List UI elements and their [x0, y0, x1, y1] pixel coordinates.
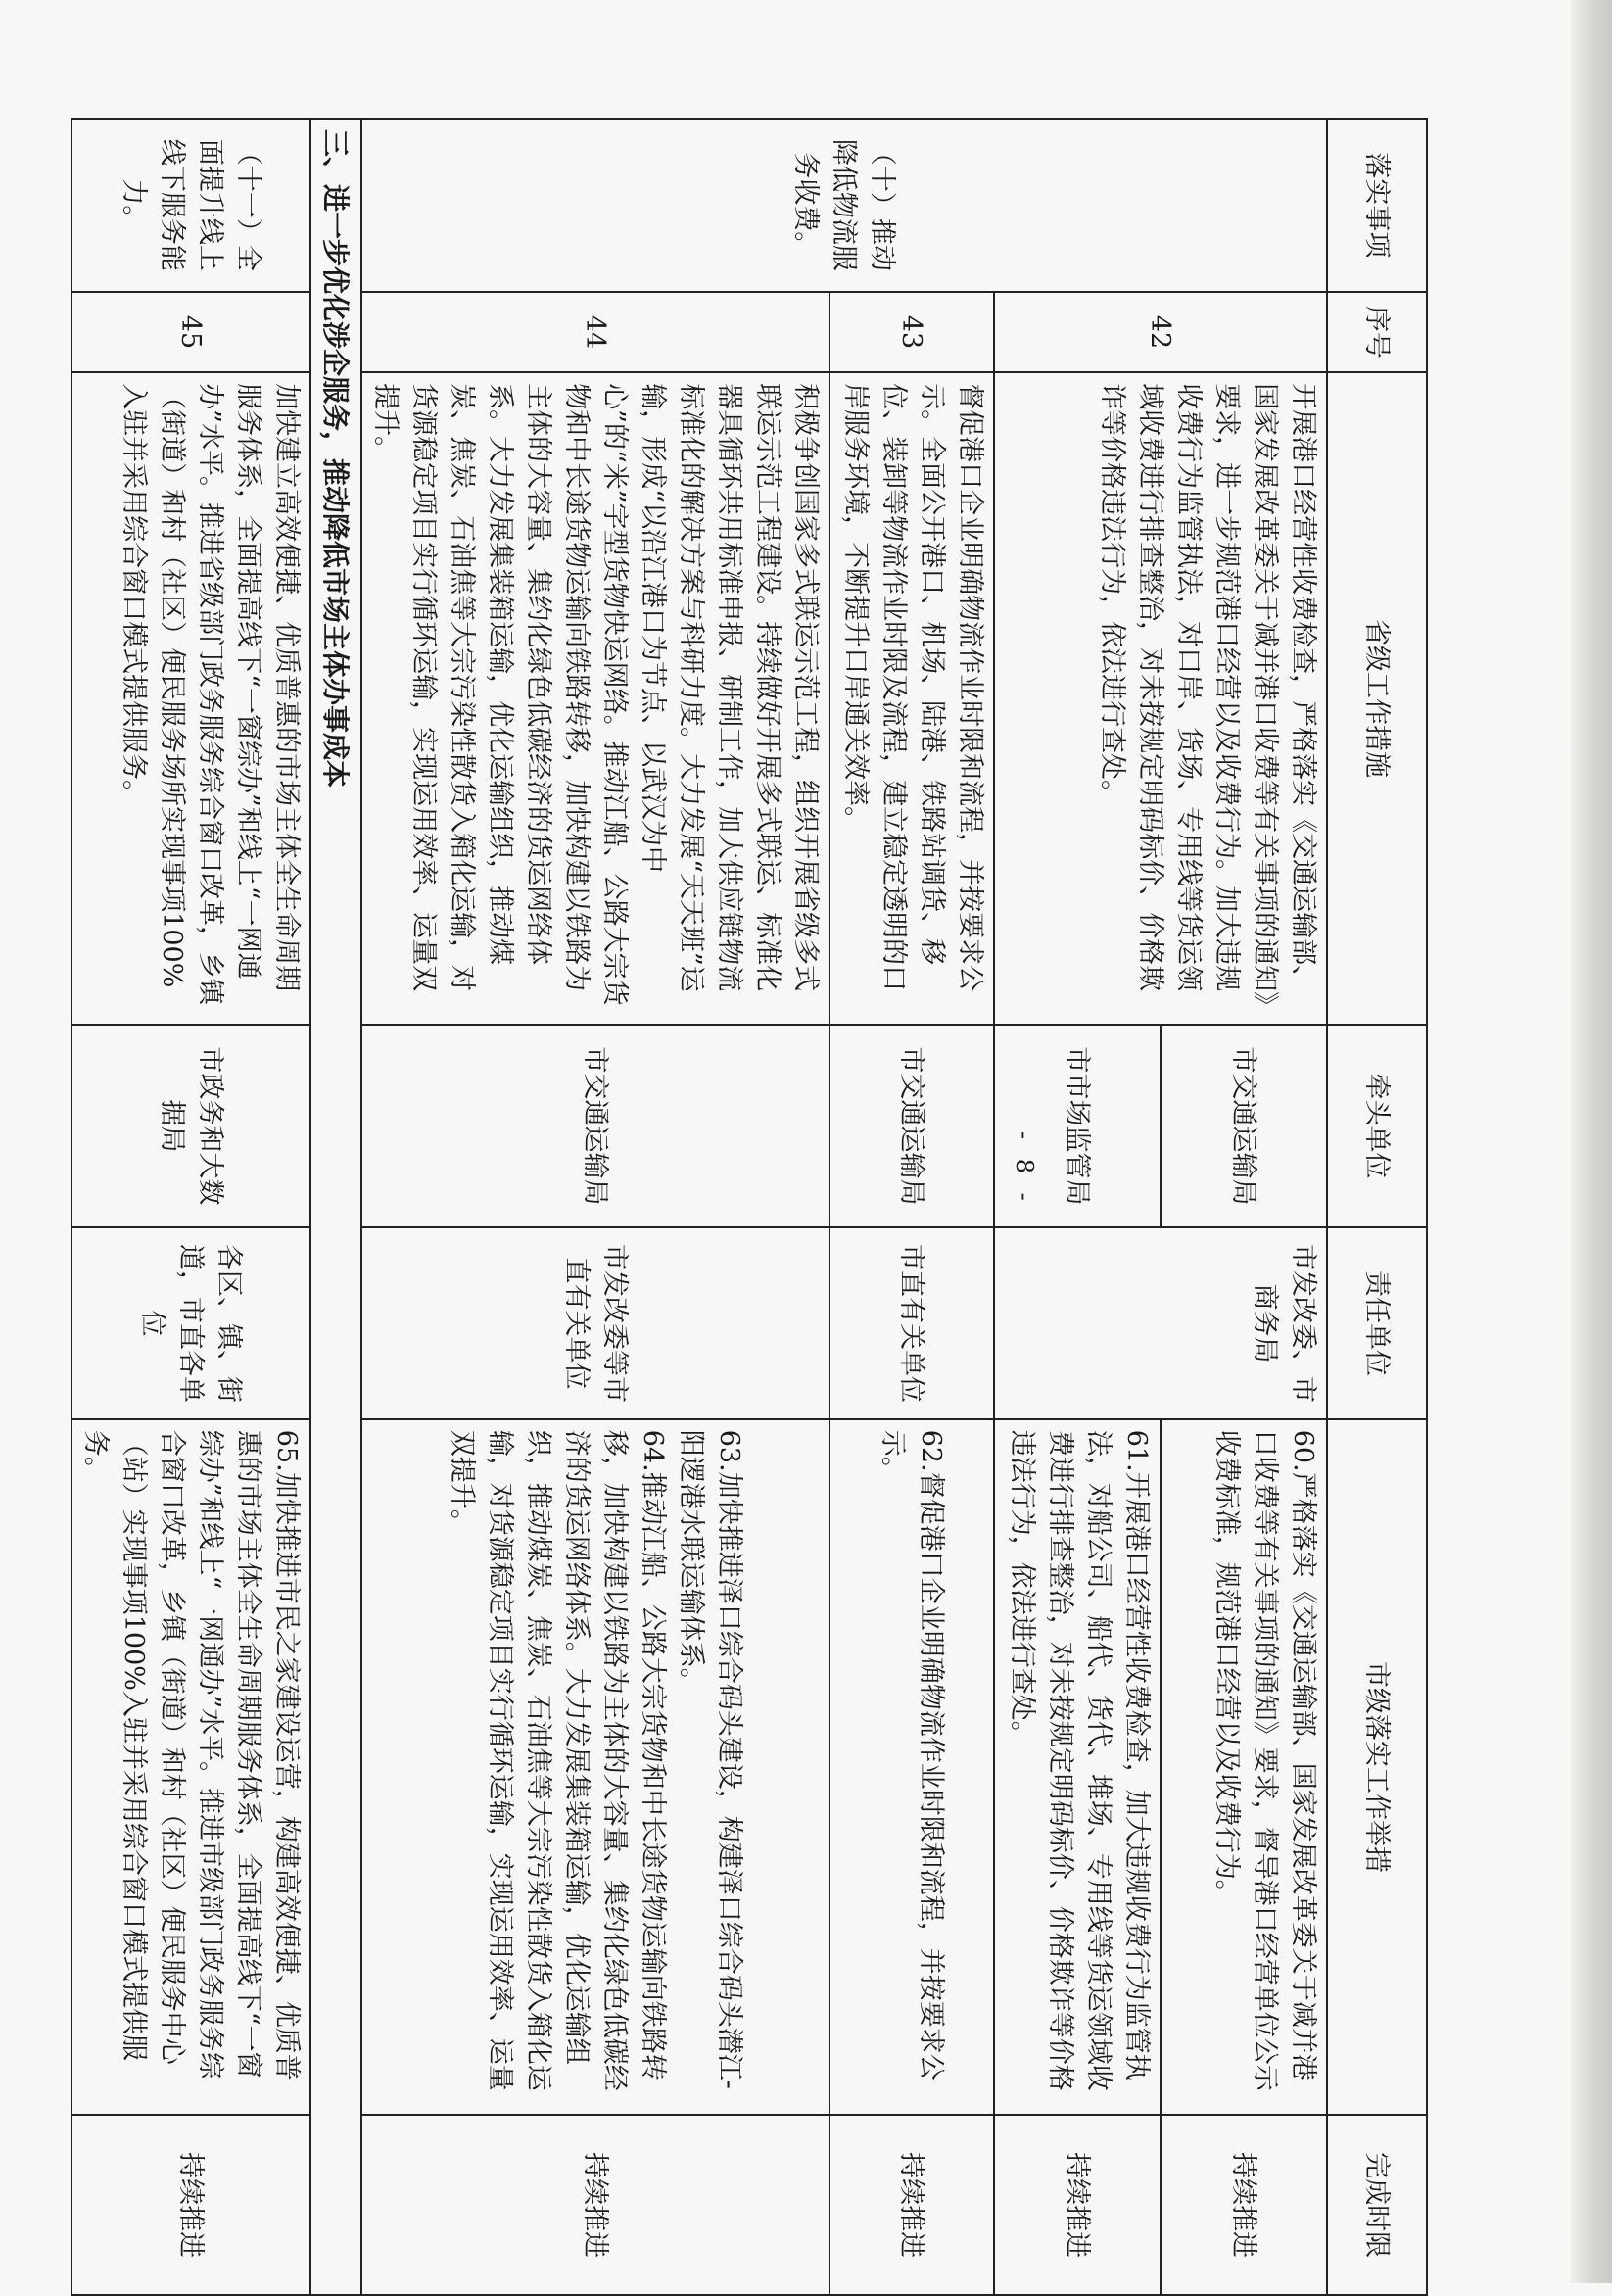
header-item: 落实事项	[1327, 119, 1427, 292]
row-43-resp: 市直有关单位	[830, 1227, 994, 1419]
header-lead: 牵头单位	[1327, 1025, 1427, 1227]
row-45-resp: 各区、镇、街道，市直各单位	[71, 1227, 310, 1419]
group-11-label: （十一）全面提升线上线下服务能力。	[71, 119, 310, 292]
header-provincial: 省级工作措施	[1327, 372, 1427, 1025]
row-42-city-a: 60.严格落实《交通运输部、国家发展改革委关于减并港口收费等有关事项的通知》要求，督导港口经营单位公示收费标准，规范港口经营以及收费行为。	[1161, 1419, 1327, 2115]
page-number: - 8 -	[1011, 1131, 1038, 1207]
row-45-deadline: 持续推进	[71, 2115, 310, 2295]
row-45-provincial: 加快建立高效便捷、优质普惠的市场主体全生命周期服务体系，全面提高线下“一窗综办”和线上“一网通办”水平。推进省级部门政务服务综合窗口改革，乡镇（街道）和村（社区）便民服务场所实现事项100%入驻并采用综合窗口模式提供服务。	[71, 372, 310, 1025]
row-44-resp: 市发改委等市直有关单位	[361, 1227, 830, 1419]
measures-table-rotated	[80, 118, 1428, 2296]
row-42-lead-a: 市交通运输局	[1161, 1025, 1327, 1227]
table-row-44	[361, 119, 830, 2295]
group-10-label: （十）推动降低物流服务收费。	[361, 119, 1327, 292]
section-row	[310, 119, 361, 2295]
section-heading: 三、进一步优化涉企服务，推动降低市场主体办事成本	[310, 119, 361, 2295]
header-city: 市级落实工作举措	[1327, 1419, 1427, 2115]
row-42-lead-b: 市市场监管局	[994, 1025, 1161, 1227]
scan-binding-edge	[1571, 0, 1612, 2283]
row-43-provincial: 督促港口企业明确物流作业时限和流程，并按要求公示。全面公开港口、机场、陆港、铁路站调货、移位、装卸等物流作业时限及流程，建立稳定透明的口岸服务环境，不断提升口岸通关效率。	[830, 372, 994, 1025]
row-44-city: 63.加快推进泽口综合码头建设，构建泽口综合码头潜江-阳逻港水联运输体系。 64.推动江船、公路大宗货物和中长途货物运输向铁路转移，加快构建以铁路为主体的大容量、集约化绿色低碳经济的货运网络体系。大力发展集装箱运输，优化运输组织，推动煤炭、焦炭、石油焦等大宗污染性散货入箱化运输，对货源稳定项目实行循环运输，实现运用效率、运量双提升。	[361, 1419, 830, 2115]
row-42-provincial: 开展港口经营性收费检查，严格落实《交通运输部、国家发展改革委关于减并港口收费等有关事项的通知》要求，进一步规范港口经营以及收费行为。加大违规收费行为监管执法，对口岸、货场、专用线等货运领域收费进行排查整治，对未按规定明码标价、价格欺诈等价格违法行为，依法进行查处。	[994, 372, 1327, 1025]
table-row-45	[71, 119, 310, 2295]
row-45-lead: 市政务和大数据局	[71, 1025, 310, 1227]
row-44-deadline: 持续推进	[361, 2115, 830, 2295]
row-43-deadline: 持续推进	[830, 2115, 994, 2295]
row-43-lead: 市交通运输局	[830, 1025, 994, 1227]
header-deadline: 完成时限	[1327, 2115, 1427, 2295]
row-45-no: 45	[71, 292, 310, 372]
measures-table	[71, 118, 1428, 2296]
header-row	[1327, 119, 1427, 2295]
table-row-42a	[1161, 119, 1327, 2295]
row-43-no: 43	[830, 292, 994, 372]
header-resp: 责任单位	[1327, 1227, 1427, 1419]
header-no: 序号	[1327, 292, 1427, 372]
row-42-deadline-b: 持续推进	[994, 2115, 1161, 2295]
row-42-resp: 市发改委、市商务局	[994, 1227, 1327, 1419]
row-43-city: 62.督促港口企业明确物流作业时限和流程，并按要求公示。	[830, 1419, 994, 2115]
table-row-43	[830, 119, 994, 2295]
row-42-deadline-a: 持续推进	[1161, 2115, 1327, 2295]
row-44-no: 44	[361, 292, 830, 372]
row-44-provincial: 积极争创国家多式联运示范工程，组织开展省级多式联运示范工程建设。持续做好开展多式联运、标准化器具循环共用标准申报、研制工作，加大供应链物流标准化的解决方案与科研力度。大力发展“天天班”运输，形成“以沿江港口为节点、以武汉为中心”的“米”字型货物快运网络。推动江船、公路大宗货物和中长途货物运输向铁路转移，加快构建以铁路为主体的大容量、集约化绿色低碳经济的货运网络体系。大力发展集装箱运输，优化运输组织，推动煤炭、焦炭、石油焦等大宗污染性散货入箱化运输，对货源稳定项目实行循环运输，实现运用效率、运量双提升。	[361, 372, 830, 1025]
row-42-city-b: 61.开展港口经营性收费检查，加大违规收费行为监管执法，对船公司、船代、货代、堆场、专用线等货运领域收费进行排查整治，对未按规定明码标价、价格欺诈等价格违法行为，依法进行查处。	[994, 1419, 1161, 2115]
row-44-lead: 市交通运输局	[361, 1025, 830, 1227]
row-45-city: 65.加快推进市民之家建设运营，构建高效便捷、优质普惠的市场主体全生命周期服务体系，全面提高线下“一窗综办”和线上“一网通办”水平。推进市级部门政务服务综合窗口改革，乡镇（街道）和村（社区）便民服务中心（站）实现事项100%入驻并采用综合窗口模式提供服务。	[71, 1419, 310, 2115]
row-42-no: 42	[994, 292, 1327, 372]
